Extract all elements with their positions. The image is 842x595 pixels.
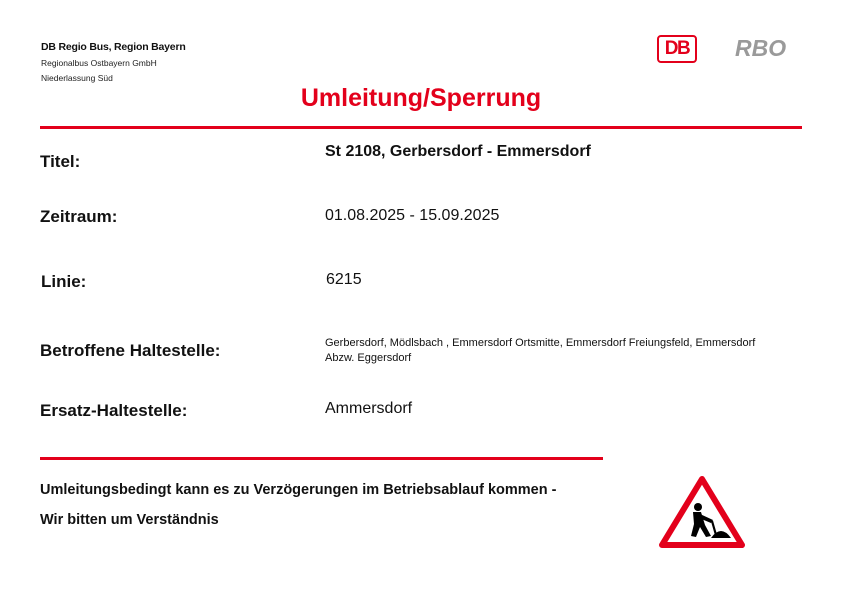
zeitraum-value: 01.08.2025 - 15.09.2025 — [325, 207, 500, 224]
notice-line-2: Wir bitten um Verständnis — [40, 512, 219, 528]
betroffene-haltestelle-value: Gerbersdorf, Mödlsbach , Emmersdorf Ortsmitte, Emmersdorf Freiungsfeld, Emmersdorf Abzw. Eggersdorf — [325, 337, 756, 364]
rbo-logo: RBO — [735, 35, 787, 61]
titel-value: St 2108, Gerbersdorf - Emmersdorf — [325, 143, 591, 160]
zeitraum-label: Zeitraum: — [40, 207, 118, 226]
org-company: Regionalbus Ostbayern GmbH — [41, 58, 157, 68]
org-name: DB Regio Bus, Region Bayern — [41, 41, 186, 53]
divider-bottom — [40, 457, 603, 460]
ersatz-haltestelle-label: Ersatz-Haltestelle: — [40, 401, 188, 420]
divider-top — [40, 126, 802, 129]
org-branch: Niederlassung Süd — [41, 73, 113, 83]
ersatz-haltestelle-value: Ammersdorf — [325, 400, 413, 417]
db-logo: DB — [657, 35, 697, 63]
titel-label: Titel: — [40, 152, 81, 171]
page-title: Umleitung/Sperrung — [300, 84, 542, 112]
linie-value: 6215 — [326, 271, 362, 288]
linie-label: Linie: — [41, 272, 87, 291]
betroffene-haltestelle-label: Betroffene Haltestelle: — [40, 341, 221, 360]
notice-line-1: Umleitungsbedingt kann es zu Verzögerungen im Betriebsablauf kommen - — [40, 482, 557, 498]
road-works-sign-icon — [659, 476, 745, 548]
